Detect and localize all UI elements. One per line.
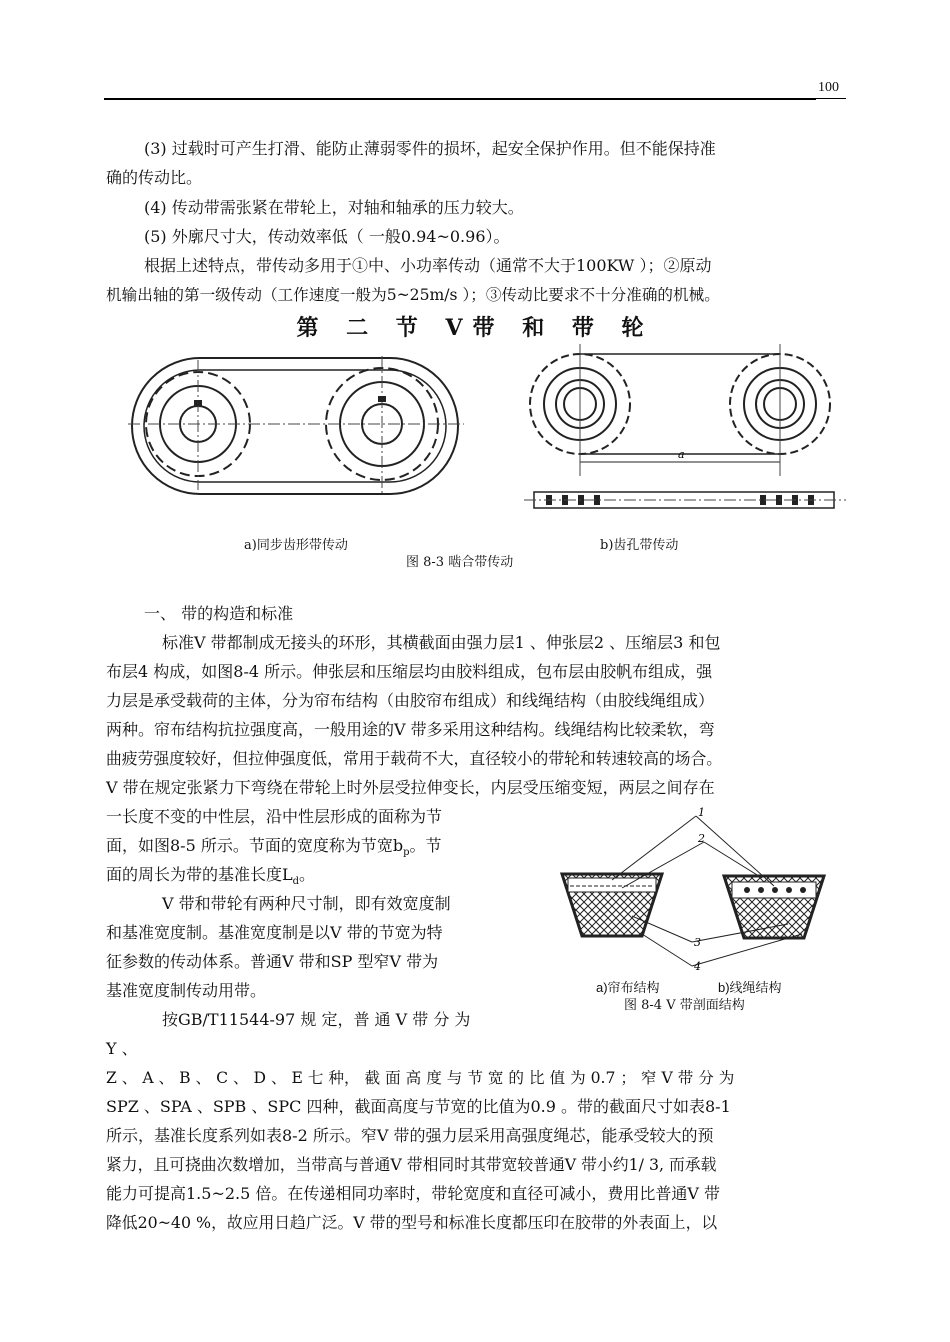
body-line: V 带在规定张紧力下弯绕在带轮上时外层受拉伸变长，内层受压缩变短，两层之间存在 bbox=[106, 778, 715, 797]
body-line: 面的周长为带的基准长度$L_d$。 bbox=[106, 865, 316, 888]
figure-caption-a: a)同步齿形带传动 bbox=[244, 538, 348, 553]
header-rule-short bbox=[816, 98, 846, 99]
body-line: Y 、 bbox=[106, 1039, 138, 1058]
body-line: 征参数的传动体系。普通V 带和SP 型窄V 带为 bbox=[106, 952, 439, 971]
body-line: 按GB/T11544-97 规 定，普 通 V 带 分 为 bbox=[162, 1010, 471, 1029]
label-1: 1 bbox=[698, 806, 705, 819]
body-line: 布层4 构成，如图8-4 所示。伸张层和压缩层均由胶料组成，包布层由胶帆布组成，强 bbox=[106, 662, 713, 681]
body-line: 基准宽度制传动用带。 bbox=[106, 981, 267, 1000]
body-line: 能力可提高1.5~2.5 倍。在传递相同功率时，带轮宽度和直径可减小，费用比普通V 带 bbox=[106, 1184, 721, 1203]
figure-v-belt-sections bbox=[552, 806, 852, 976]
body-line: SPZ 、SPA 、SPB 、SPC 四种，截面高度与节宽的比值为0.9 。带的截面尺寸如表8-1 bbox=[106, 1097, 731, 1116]
body-line: 曲疲劳强度较好，但拉伸强度低，常用于载荷不大，直径较小的带轮和转速较高的场合。 bbox=[106, 749, 723, 768]
body-line: 和基准宽度制。基准宽度制是以V 带的节宽为特 bbox=[106, 923, 443, 942]
body-line: 所示，基准长度系列如表8-2 所示。窄V 带的强力层采用高强度绳芯，能承受较大的预 bbox=[106, 1126, 714, 1145]
body-line: V 带和带轮有两种尺寸制，即有效宽度制 bbox=[162, 894, 451, 913]
body-line: Z 、 A 、 B 、 C 、 D 、 E 七 种， 截 面 高 度 与 节 宽 的 比 值 为 0.7 ； 窄 V 带 分 为 bbox=[106, 1069, 735, 1087]
figure-caption-b: b)齿孔带传动 bbox=[600, 538, 679, 553]
body-line: 标准V 带都制成无接头的环形，其横截面由强力层1 、伸张层2 、压缩层3 和包 bbox=[162, 633, 721, 652]
body-line: 两种。帘布结构抗拉强度高，一般用途的V 带多采用这种结构。线绳结构比较柔软，弯 bbox=[106, 720, 715, 739]
body-line: 力层是承受载荷的主体，分为帘布结构（由胶帘布组成）和线绳结构（由胶线绳组成） bbox=[106, 691, 715, 710]
para-line: 机输出轴的第一级传动（工作速度一般为5~25m/s ）；③传动比要求不十分准确的机械。 bbox=[106, 286, 720, 304]
para-line: (5) 外廓尺寸大，传动效率低（ 一般0.94~0.96）。 bbox=[144, 227, 510, 246]
header-rule bbox=[104, 98, 816, 100]
body-line: 紧力，且可挠曲次数增加，当带高与普通V 带相同时其带宽较普通V 带小约1/ 3, 而承载 bbox=[106, 1155, 717, 1174]
para-line: 确的传动比。 bbox=[106, 168, 203, 187]
body-line: 面，如图8-5 所示。节面的宽度称为节宽$b_p$。节 bbox=[106, 836, 442, 859]
para-line: 根据上述特点，带传动多用于①中、小功率传动（通常不大于100KW ）；②原动 bbox=[144, 256, 712, 275]
para-line: (4) 传动带需张紧在带轮上，对轴和轴承的压力较大。 bbox=[144, 198, 524, 217]
body-line: 一长度不变的中性层，沿中性层形成的面称为节 bbox=[106, 807, 443, 826]
dimension-label: a bbox=[678, 448, 685, 461]
page-number: 100 bbox=[818, 80, 839, 95]
body-line: 降低20~40 %，故应用日趋广泛。V 带的型号和标准长度都压印在胶带的外表面上，以 bbox=[106, 1213, 718, 1232]
label-4: 4 bbox=[694, 960, 701, 973]
figure-caption: 图 8-3 啮合带传动 bbox=[406, 555, 514, 570]
figure-caption-b: b)线绳结构 bbox=[718, 980, 782, 995]
figure-synchronous-belt bbox=[128, 348, 464, 502]
para-line: (3) 过载时可产生打滑、能防止薄弱零件的损坏，起安全保护作用。但不能保持准 bbox=[144, 139, 716, 158]
label-2: 2 bbox=[698, 832, 705, 845]
section-title: 第 二 节 V带 和 带 轮 bbox=[296, 315, 654, 341]
figure-caption-a: a)帘布结构 bbox=[596, 980, 660, 995]
figure-caption: 图 8-4 V 带剖面结构 bbox=[624, 998, 745, 1013]
label-3: 3 bbox=[694, 936, 701, 949]
subsection-heading: 一、 带的构造和标准 bbox=[144, 604, 294, 623]
figure-perforated-belt bbox=[524, 344, 846, 530]
